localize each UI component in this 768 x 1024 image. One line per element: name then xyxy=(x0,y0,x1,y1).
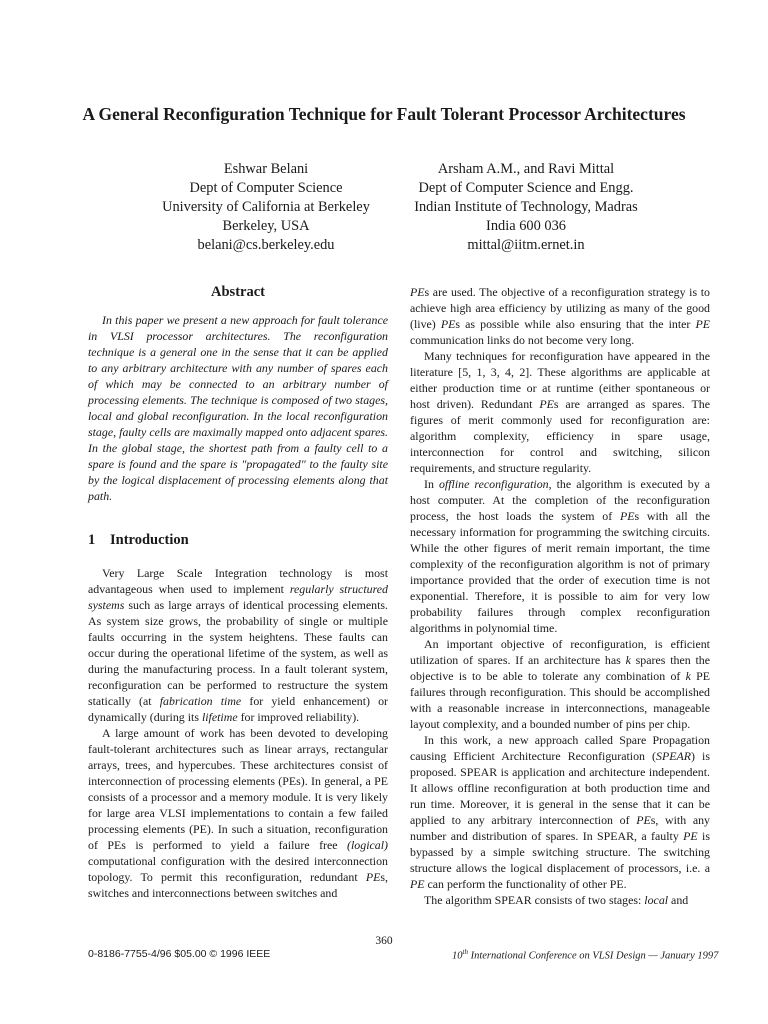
section-number: 1 xyxy=(88,532,96,548)
intro-paragraph-6: In this work, a new approach called Spare Propagation causing Efficient Architecture Reconfiguration (SPEAR) is proposed. SPEAR is application and architecture independent. It allows offline reconfiguration at both production time and run time. Moreover, it is general in the sense that it can be applied to any arbitrary interconnection of PEs, with any number and distribution of spares. In SPEAR, a faulty PE is bypassed by a simple switching structure. The switching structure allows the logical displacement of processors, i.e. a PE can perform the functionality of other PE. xyxy=(410,733,710,891)
intro-paragraph-2: A large amount of work has been devoted to developing fault-tolerant architectures such as linear arrays, rectangular arrays, trees, and hypercubes. These architectures consist of interconnection of processing elements (PEs). In general, a PE consists of a processor and a memory module. It is very likely for large area VLSI implementations to contain a few failed processing elements (PE). In such a situation, reconfiguration of PEs is performed to yield a failure free (logical) computational configuration with the desired interconnection topology. To permit this reconfiguration, redundant PEs, switches and interconnections between switches and xyxy=(88,726,388,900)
paper-title: A General Reconfiguration Technique for Fault Tolerant Processor Architectures xyxy=(82,104,686,124)
intro-paragraph-1: Very Large Scale Integration technology is most advantageous when used to implement regularly structured systems such as large arrays of identical processing elements. As system size grows, the probability of single or multiple faults occurring in the system heightens. These faults can occur during the operational lifetime of the system, as well as during the manufacturing process. In a fault tolerant system, reconfiguration can be performed to restructure the system statically (at fabrication time for yield enhancement) or dynamically (during its lifetime for improved reliability). xyxy=(88,566,388,724)
intro-paragraph-3: Many techniques for reconfiguration have appeared in the literature [5, 1, 3, 4, 2]. These algorithms are applicable at either production time or at runtime (either spontaneous or host driven). Redundant PEs are arranged as spares. The figures of merit commonly used for reconfiguration are: algorithm complexity, efficiency in spare usage, interconnection for control and switching, silicon requirements, and structure regularity. xyxy=(410,349,710,475)
right-column xyxy=(410,284,710,908)
author-location: Berkeley, USA xyxy=(222,218,310,234)
section-heading-introduction xyxy=(88,532,388,548)
author-dept: Dept of Computer Science and Engg. xyxy=(418,180,634,196)
intro-paragraph-7: The algorithm SPEAR consists of two stages: local and xyxy=(424,893,689,907)
author-location: India 600 036 xyxy=(486,218,566,234)
author-block-2 xyxy=(392,160,660,255)
footer-isbn: 0-8186-7755-4/96 $05.00 © 1996 IEEE xyxy=(88,948,271,960)
author-name: Arsham A.M., and Ravi Mittal xyxy=(437,161,615,177)
page-number: 360 xyxy=(375,935,393,947)
author-institution: Indian Institute of Technology, Madras xyxy=(414,199,638,215)
author-email: mittal@iitm.ernet.in xyxy=(467,237,585,253)
abstract-body: In this paper we present a new approach for fault tolerance in VLSI processor architectures. The reconfiguration technique is a general one in the sense that it can be applied to any arbitrary architecture with any number of spares each of which may be connected to an arbitrary number of processing elements. The technique is composed of two stages, local and global reconfiguration. In the local reconfiguration stage, faulty cells are maximally mapped onto adjacent spares. In the global stage, the shortest path from a faulty cell to a spare is found and the spare is "propagated" to the faulty site by the logical displacement of processing elements along that path. xyxy=(88,313,388,503)
section-title: Introduction xyxy=(110,532,189,548)
abstract-heading: Abstract xyxy=(211,284,265,300)
intro-paragraph-2-continued: PEs are used. The objective of a reconfiguration strategy is to achieve high area efficiency by utilizing as many of the good (live) PEs as possible while also ensuring that the inter PE communication links do not become very long. xyxy=(410,285,710,347)
footer-conference: 10th International Conference on VLSI Design — January 1997 xyxy=(452,948,719,962)
intro-paragraph-4: In offline reconfiguration, the algorithm is executed by a host computer. At the completion of the reconfiguration process, the host loads the system of PEs with all the necessary information for programming the switching circuits. While the other figures of merit remain important, the time complexity of the reconfiguration algorithm is not of primary importance provided that the order of execution time is not exponential. Therefore, it is possible to aim for very low probability failures through complex reconfiguration algorithms in polynomial time. xyxy=(410,477,710,635)
intro-paragraph-5: An important objective of reconfiguration, is efficient utilization of spares. If an architecture has k spares then the objective is to be able to tolerate any combination of k PE failures through reconfiguration. This should be accomplished with a reasonable increase in interconnections, manageable layout complexity, and a bounded number of pins per chip. xyxy=(410,637,710,731)
left-column xyxy=(88,284,388,901)
author-institution: University of California at Berkeley xyxy=(162,199,370,215)
author-block-1 xyxy=(140,160,392,255)
author-name: Eshwar Belani xyxy=(223,161,309,177)
author-dept: Dept of Computer Science xyxy=(189,180,343,196)
author-email: belani@cs.berkeley.edu xyxy=(197,237,335,253)
